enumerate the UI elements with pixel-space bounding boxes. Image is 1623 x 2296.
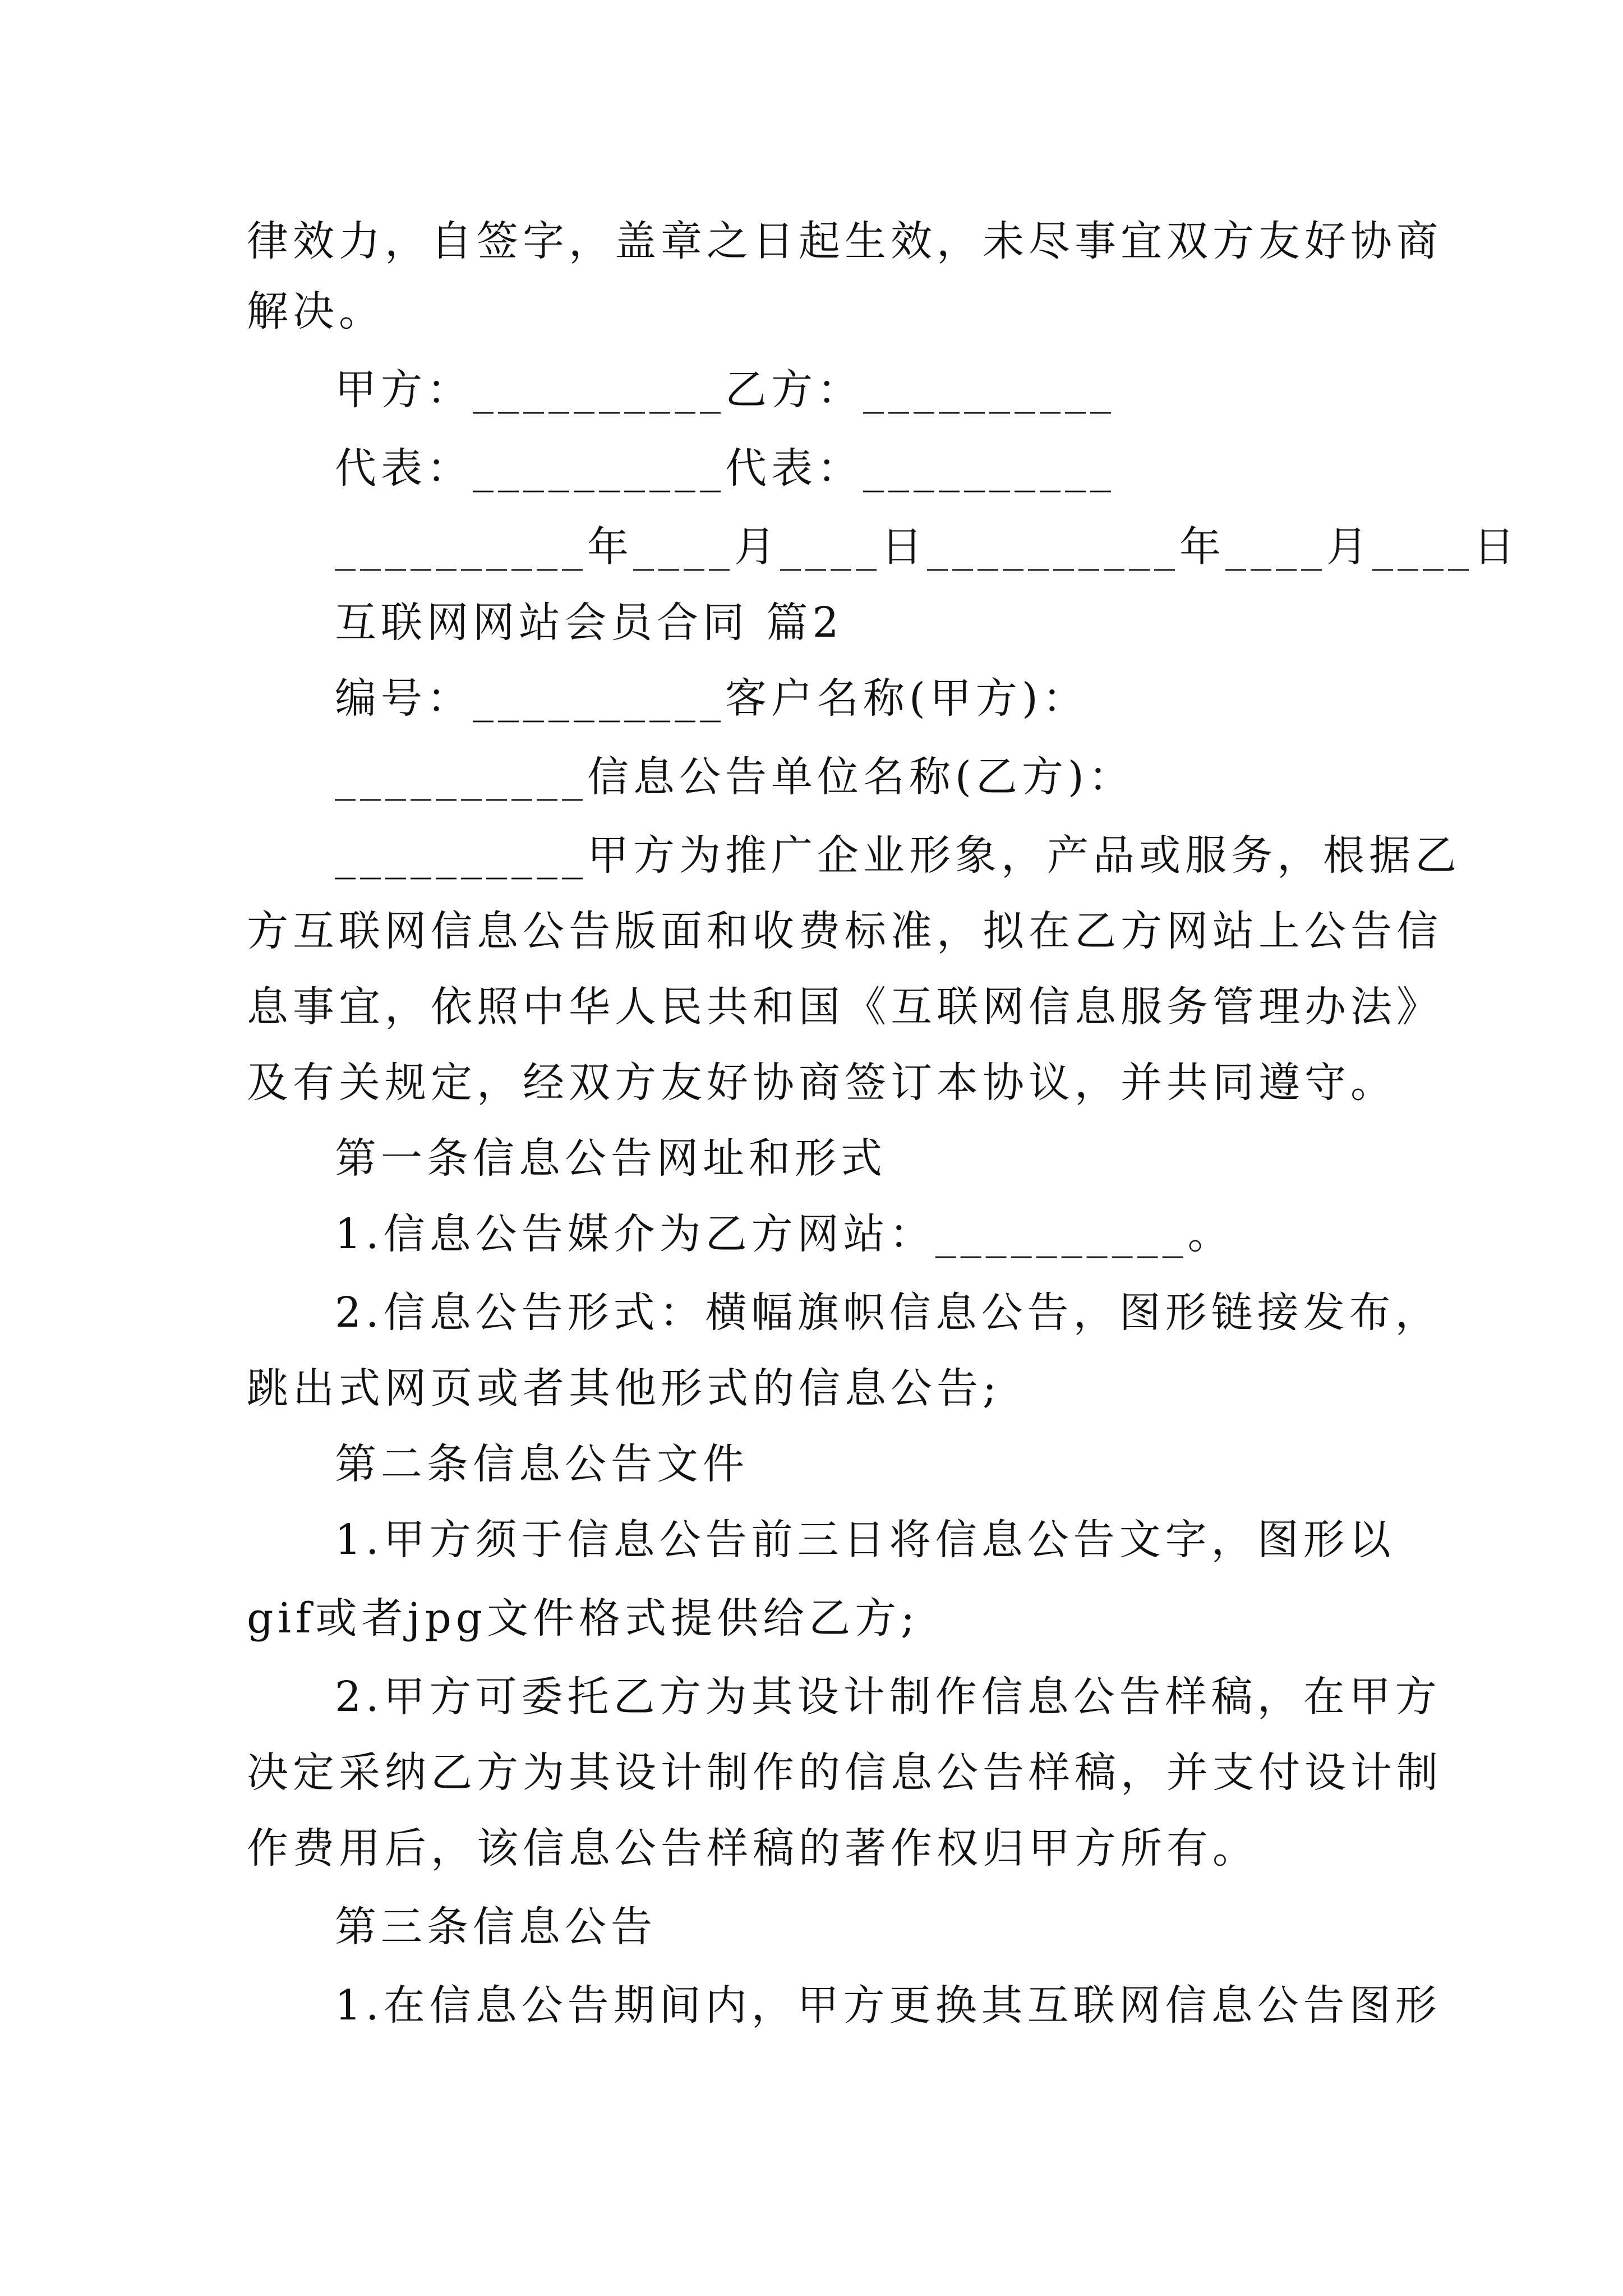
text-line: 1.信息公告媒介为乙方网站：__________。 [335,1210,1234,1258]
signature-representative-line: 代表：__________代表：__________ [335,444,1115,493]
text-line: 解决。 [247,287,385,335]
text-line: 1.在信息公告期间内，甲方更换其互联网信息公告图形 [335,1981,1441,2030]
text-line: 1.甲方须于信息公告前三日将信息公告文字，图形以 [335,1516,1395,1564]
text-line: 及有关规定，经双方友好协商签订本协议，并共同遵守。 [247,1059,1396,1107]
article-heading: 第三条信息公告 [335,1903,657,1951]
text-line: gif或者jpg文件格式提供给乙方; [247,1594,920,1642]
text-line: 方互联网信息公告版面和收费标准，拟在乙方网站上公告信 [247,907,1442,955]
text-line: 息事宜，依照中华人民共和国《互联网信息服务管理办法》 [247,983,1442,1031]
text-line: 2.信息公告形式：横幅旗帜信息公告，图形链接发布， [335,1289,1441,1337]
text-line: 律效力，自签字，盖章之日起生效，未尽事宜双方友好协商 [247,217,1442,265]
text-line: __________甲方为推广企业形象，产品或服务，根据乙 [335,831,1461,880]
article-heading: 第二条信息公告文件 [335,1440,749,1488]
article-heading: 第一条信息公告网址和形式 [335,1134,887,1182]
section-title: 互联网网站会员合同 篇2 [335,599,843,647]
text-line: 作费用后，该信息公告样稿的著作权归甲方所有。 [247,1824,1258,1872]
text-line: 跳出式网页或者其他形式的信息公告; [247,1364,1001,1412]
signature-date-line: __________年____月____日__________年____月____日 [335,523,1519,571]
text-line: 决定采纳乙方为其设计制作的信息公告样稿，并支付设计制 [247,1749,1442,1797]
text-line: 编号：__________客户名称(甲方)： [335,674,1089,723]
text-line: 2.甲方可委托乙方为其设计制作信息公告样稿，在甲方 [335,1673,1441,1721]
signature-party-line: 甲方：__________乙方：__________ [335,366,1115,414]
text-line: __________信息公告单位名称(乙方)： [335,753,1135,801]
